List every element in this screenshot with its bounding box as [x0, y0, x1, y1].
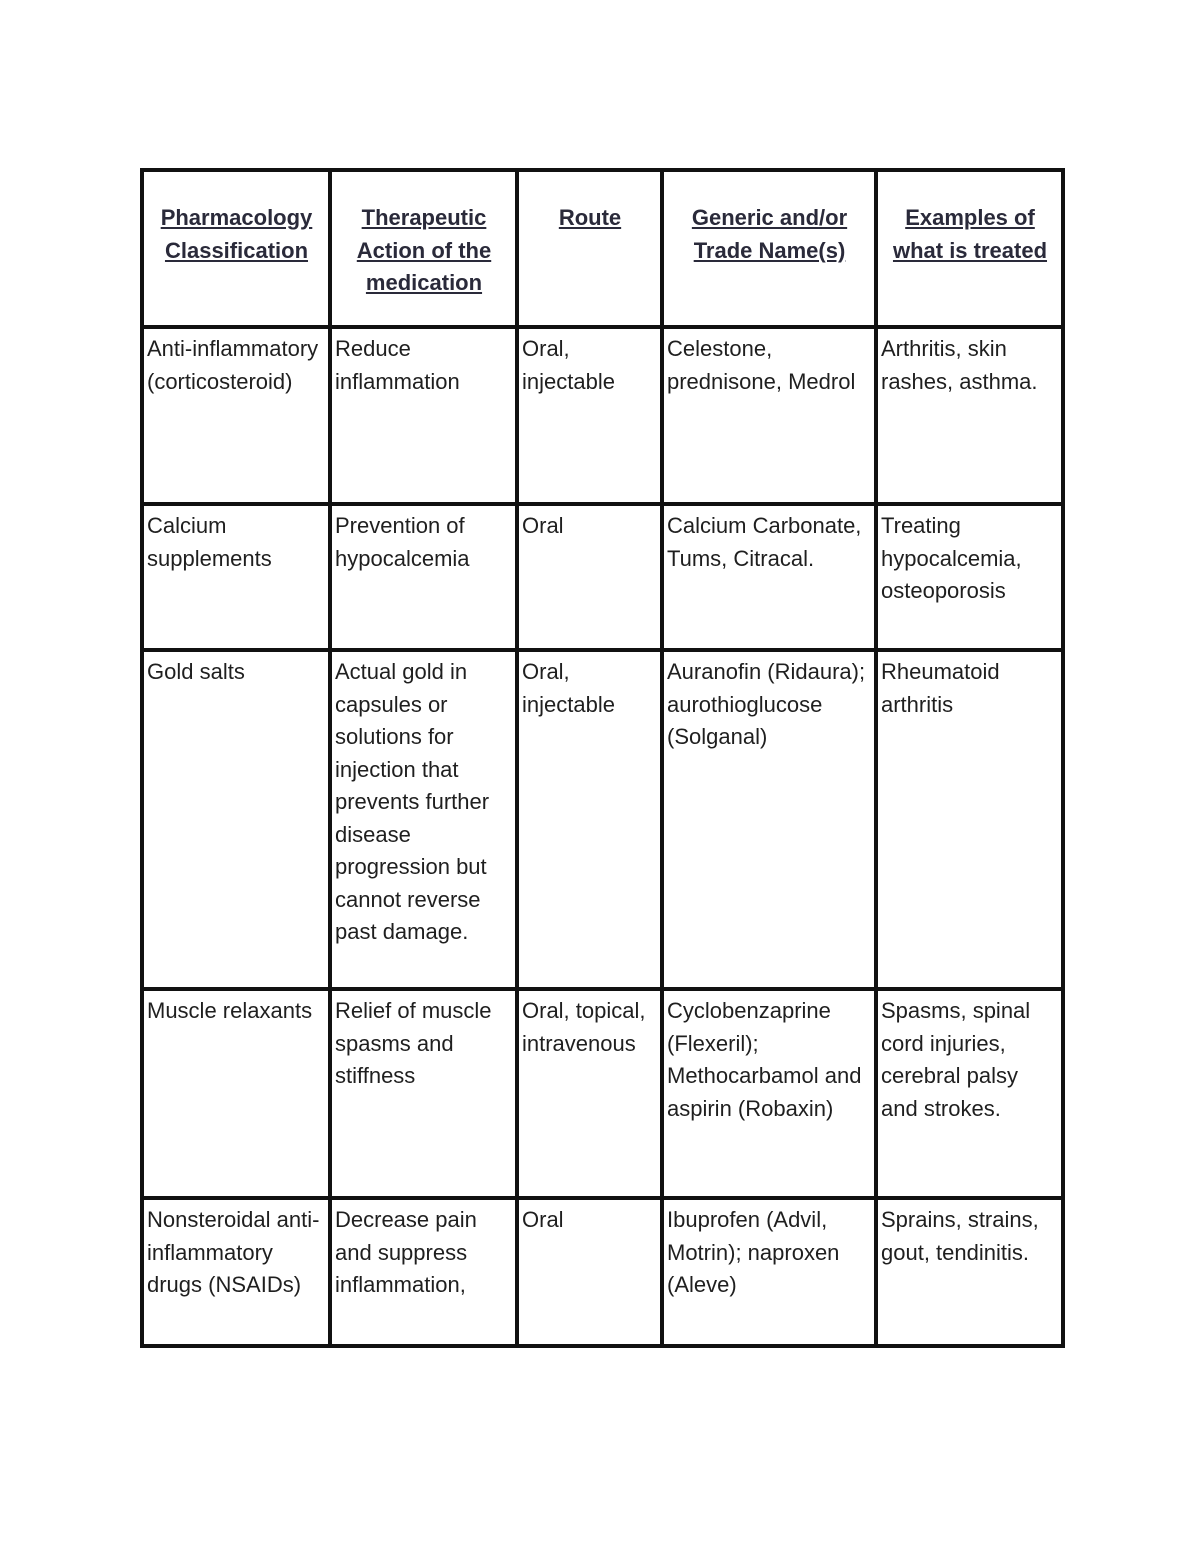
- table-header-row: [142, 170, 1063, 327]
- cell-treated: Arthritis, skin rashes, asthma.: [876, 327, 1063, 504]
- cell-classification: Anti-inflammatory (corticosteroid): [142, 327, 330, 504]
- table-row: [142, 327, 1063, 504]
- cell-route: Oral, topical, intravenous: [517, 989, 662, 1198]
- cell-action: Decrease pain and suppress inflammation,: [330, 1198, 517, 1346]
- cell-names: Auranofin (Ridaura); aurothioglucose (Solganal): [662, 650, 876, 989]
- cell-names: Calcium Carbonate, Tums, Citracal.: [662, 504, 876, 650]
- cell-names: Celestone, prednisone, Medrol: [662, 327, 876, 504]
- table-row: [142, 1198, 1063, 1346]
- table-row: [142, 650, 1063, 989]
- header-therapeutic-action: Therapeutic Action of the medication: [330, 170, 517, 327]
- cell-names: Ibuprofen (Advil, Motrin); naproxen (Aleve): [662, 1198, 876, 1346]
- table-row: [142, 989, 1063, 1198]
- table-row: [142, 504, 1063, 650]
- cell-action: Relief of muscle spasms and stiffness: [330, 989, 517, 1198]
- cell-classification: Calcium supplements: [142, 504, 330, 650]
- cell-route: Oral: [517, 504, 662, 650]
- cell-route: Oral, injectable: [517, 650, 662, 989]
- cell-names: Cyclobenzaprine (Flexeril); Methocarbamol and aspirin (Robaxin): [662, 989, 876, 1198]
- header-treated: Examples of what is treated: [876, 170, 1063, 327]
- cell-classification: Nonsteroidal anti-inflammatory drugs (NSAIDs): [142, 1198, 330, 1346]
- pharmacology-table: [140, 168, 1065, 1348]
- cell-classification: Muscle relaxants: [142, 989, 330, 1198]
- cell-treated: Rheumatoid arthritis: [876, 650, 1063, 989]
- cell-action: Prevention of hypocalcemia: [330, 504, 517, 650]
- cell-route: Oral: [517, 1198, 662, 1346]
- cell-treated: Spasms, spinal cord injuries, cerebral palsy and strokes.: [876, 989, 1063, 1198]
- header-names: Generic and/or Trade Name(s): [662, 170, 876, 327]
- header-classification: Pharmacology Classification: [142, 170, 330, 327]
- cell-treated: Sprains, strains, gout, tendinitis.: [876, 1198, 1063, 1346]
- cell-action: Reduce inflammation: [330, 327, 517, 504]
- cell-classification: Gold salts: [142, 650, 330, 989]
- cell-treated: Treating hypocalcemia, osteoporosis: [876, 504, 1063, 650]
- cell-action: Actual gold in capsules or solutions for injection that prevents further disease progression but cannot reverse past damage.: [330, 650, 517, 989]
- header-route: Route: [517, 170, 662, 327]
- cell-route: Oral, injectable: [517, 327, 662, 504]
